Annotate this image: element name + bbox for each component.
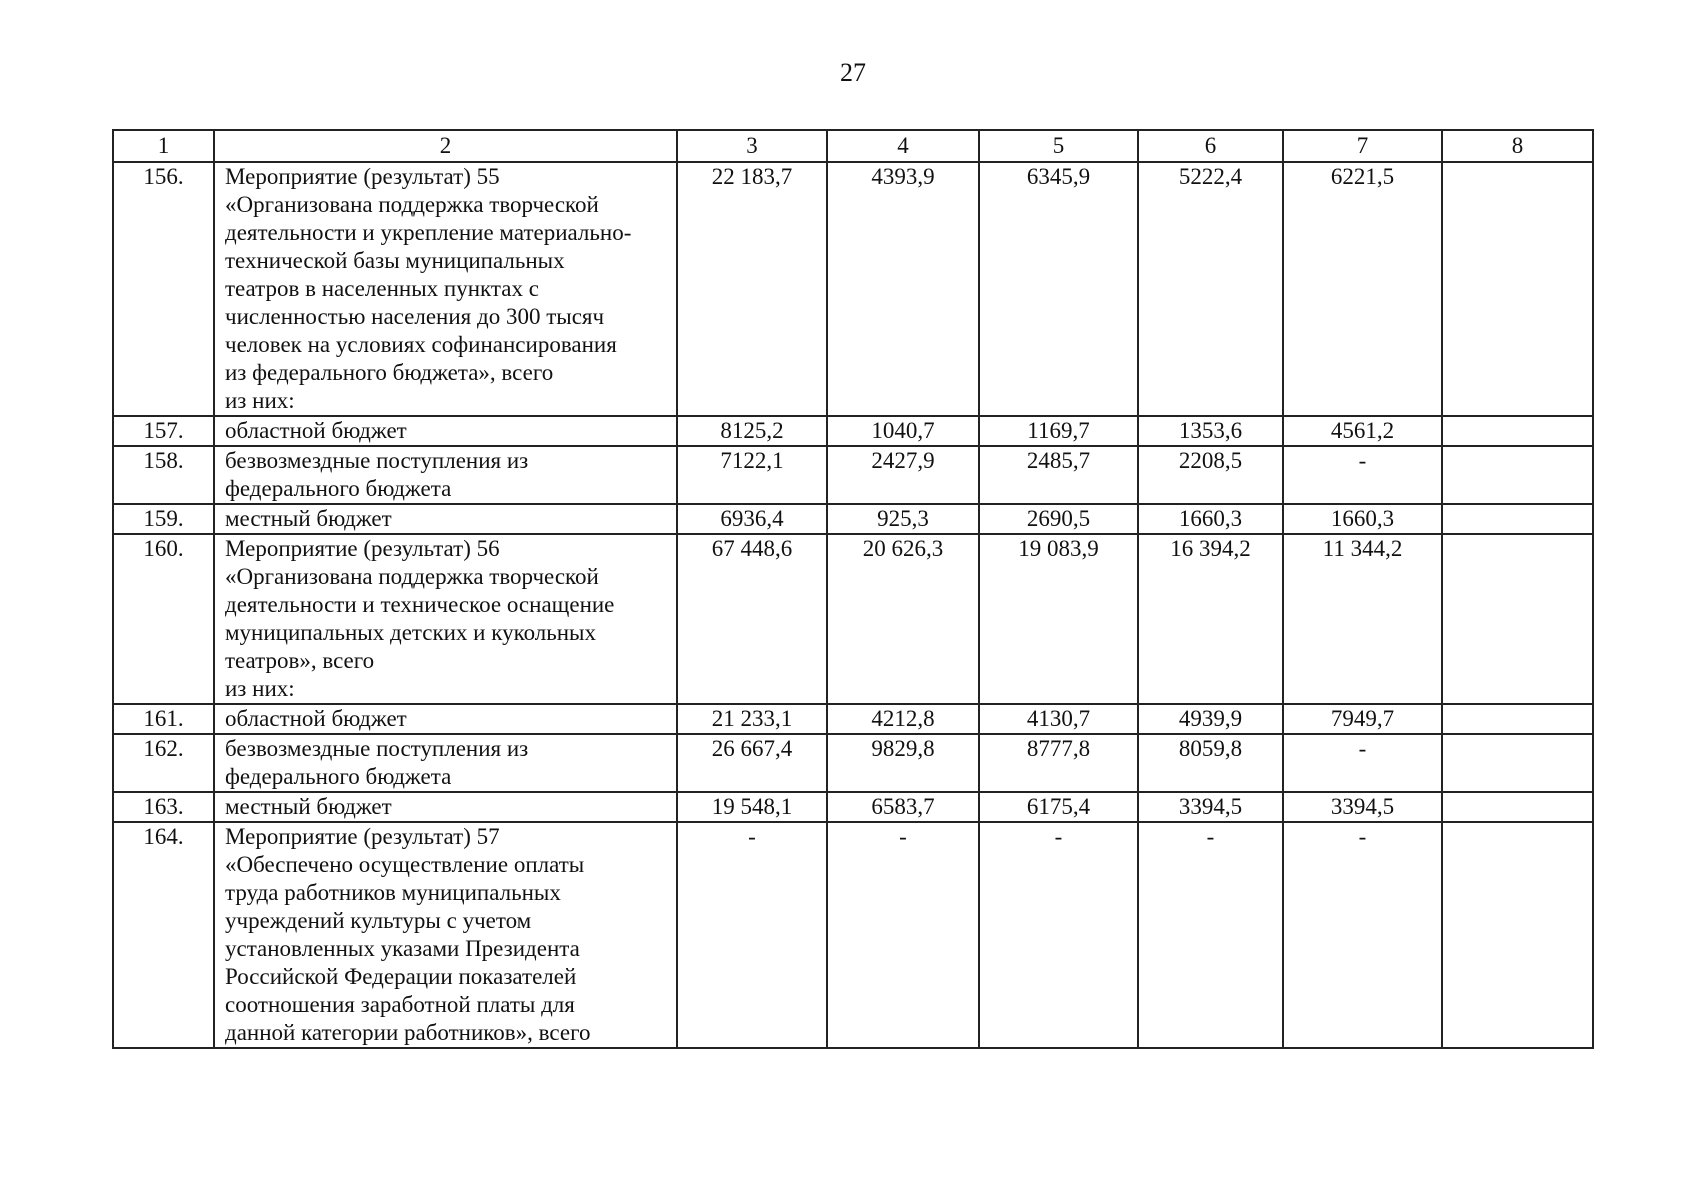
description-line: «Организована поддержка творческой — [225, 564, 599, 589]
value-cell-col-8 — [1442, 446, 1593, 504]
description-line: местный бюджет — [225, 506, 392, 531]
row-number: 159. — [113, 504, 214, 534]
row-description — [214, 734, 677, 792]
description-line: «Организована поддержка творческой — [225, 192, 599, 217]
value-cell-col-3: 67 448,6 — [677, 534, 827, 704]
description-line: труда работников муниципальных — [225, 880, 561, 905]
value-cell-col-5: - — [979, 822, 1138, 1048]
value-cell-col-6: 2208,5 — [1138, 446, 1283, 504]
value-cell-col-8 — [1442, 534, 1593, 704]
description-line: деятельности и укрепление материально- — [225, 220, 632, 245]
value-cell-col-7: 3394,5 — [1283, 792, 1442, 822]
description-line: данной категории работников», всего — [225, 1020, 591, 1045]
value-cell-col-3: 22 183,7 — [677, 162, 827, 416]
row-number: 156. — [113, 162, 214, 416]
description-line: областной бюджет — [225, 706, 407, 731]
column-header-row — [113, 130, 1593, 162]
row-description — [214, 534, 677, 704]
column-header: 2 — [214, 130, 677, 162]
table-row — [113, 792, 1593, 822]
row-description — [214, 446, 677, 504]
table-row — [113, 504, 1593, 534]
value-cell-col-5: 4130,7 — [979, 704, 1138, 734]
value-cell-col-3: 19 548,1 — [677, 792, 827, 822]
description-line: Мероприятие (результат) 55 — [225, 164, 500, 189]
row-number: 163. — [113, 792, 214, 822]
value-cell-col-3: 26 667,4 — [677, 734, 827, 792]
description-line: Мероприятие (результат) 56 — [225, 536, 500, 561]
value-cell-col-4: 925,3 — [827, 504, 979, 534]
value-cell-col-4: 2427,9 — [827, 446, 979, 504]
description-line: из федерального бюджета», всего — [225, 360, 554, 385]
row-description — [214, 162, 677, 416]
row-number: 160. — [113, 534, 214, 704]
value-cell-col-4: 1040,7 — [827, 416, 979, 446]
value-cell-col-6: 1353,6 — [1138, 416, 1283, 446]
description-line: безвозмездные поступления из — [225, 448, 529, 473]
budget-table — [112, 129, 1594, 1049]
value-cell-col-4: 6583,7 — [827, 792, 979, 822]
column-header: 5 — [979, 130, 1138, 162]
description-line: технической базы муниципальных — [225, 248, 565, 273]
value-cell-col-3: 21 233,1 — [677, 704, 827, 734]
value-cell-col-6: 16 394,2 — [1138, 534, 1283, 704]
row-number: 158. — [113, 446, 214, 504]
value-cell-col-5: 2690,5 — [979, 504, 1138, 534]
row-description — [214, 504, 677, 534]
value-cell-col-8 — [1442, 162, 1593, 416]
description-line: театров в населенных пунктах с — [225, 276, 539, 301]
value-cell-col-4: - — [827, 822, 979, 1048]
value-cell-col-8 — [1442, 504, 1593, 534]
description-line: «Обеспечено осуществление оплаты — [225, 852, 585, 877]
column-header: 6 — [1138, 130, 1283, 162]
description-line: численностью населения до 300 тысяч — [225, 304, 605, 329]
value-cell-col-8 — [1442, 416, 1593, 446]
description-line: соотношения заработной платы для — [225, 992, 575, 1017]
description-line: Российской Федерации показателей — [225, 964, 577, 989]
value-cell-col-6: 1660,3 — [1138, 504, 1283, 534]
description-line: деятельности и техническое оснащение — [225, 592, 615, 617]
column-header: 8 — [1442, 130, 1593, 162]
description-line: муниципальных детских и кукольных — [225, 620, 597, 645]
value-cell-col-5: 6175,4 — [979, 792, 1138, 822]
value-cell-col-7: - — [1283, 822, 1442, 1048]
value-cell-col-7: 11 344,2 — [1283, 534, 1442, 704]
row-description — [214, 822, 677, 1048]
value-cell-col-7: 6221,5 — [1283, 162, 1442, 416]
value-cell-col-5: 2485,7 — [979, 446, 1138, 504]
table-body — [113, 162, 1593, 1048]
value-cell-col-6: 3394,5 — [1138, 792, 1283, 822]
value-cell-col-3: 6936,4 — [677, 504, 827, 534]
description-line: установленных указами Президента — [225, 936, 580, 961]
row-description — [214, 704, 677, 734]
value-cell-col-3: 7122,1 — [677, 446, 827, 504]
value-cell-col-3: 8125,2 — [677, 416, 827, 446]
column-header: 4 — [827, 130, 979, 162]
value-cell-col-7: - — [1283, 734, 1442, 792]
value-cell-col-4: 20 626,3 — [827, 534, 979, 704]
row-description — [214, 416, 677, 446]
description-line: федерального бюджета — [225, 476, 452, 501]
table-row — [113, 734, 1593, 792]
value-cell-col-5: 8777,8 — [979, 734, 1138, 792]
value-cell-col-7: 7949,7 — [1283, 704, 1442, 734]
row-number: 162. — [113, 734, 214, 792]
value-cell-col-7: 4561,2 — [1283, 416, 1442, 446]
column-header: 3 — [677, 130, 827, 162]
value-cell-col-5: 1169,7 — [979, 416, 1138, 446]
value-cell-col-6: 4939,9 — [1138, 704, 1283, 734]
description-line: из них: — [225, 676, 295, 701]
value-cell-col-5: 6345,9 — [979, 162, 1138, 416]
table-row — [113, 704, 1593, 734]
description-line: областной бюджет — [225, 418, 407, 443]
value-cell-col-8 — [1442, 792, 1593, 822]
value-cell-col-6: 5222,4 — [1138, 162, 1283, 416]
description-line: театров», всего — [225, 648, 375, 673]
row-number: 157. — [113, 416, 214, 446]
value-cell-col-4: 4212,8 — [827, 704, 979, 734]
table-row — [113, 822, 1593, 1048]
description-line: федерального бюджета — [225, 764, 452, 789]
row-number: 164. — [113, 822, 214, 1048]
value-cell-col-7: - — [1283, 446, 1442, 504]
row-description — [214, 792, 677, 822]
description-line: человек на условиях софинансирования — [225, 332, 617, 357]
value-cell-col-7: 1660,3 — [1283, 504, 1442, 534]
value-cell-col-6: 8059,8 — [1138, 734, 1283, 792]
value-cell-col-5: 19 083,9 — [979, 534, 1138, 704]
value-cell-col-8 — [1442, 822, 1593, 1048]
value-cell-col-8 — [1442, 704, 1593, 734]
value-cell-col-6: - — [1138, 822, 1283, 1048]
table-row — [113, 534, 1593, 704]
description-line: безвозмездные поступления из — [225, 736, 529, 761]
page-number: 27 — [840, 58, 866, 87]
value-cell-col-3: - — [677, 822, 827, 1048]
value-cell-col-8 — [1442, 734, 1593, 792]
description-line: учреждений культуры с учетом — [225, 908, 532, 933]
column-header: 7 — [1283, 130, 1442, 162]
table-row — [113, 416, 1593, 446]
table-row — [113, 162, 1593, 416]
description-line: местный бюджет — [225, 794, 392, 819]
value-cell-col-4: 9829,8 — [827, 734, 979, 792]
value-cell-col-4: 4393,9 — [827, 162, 979, 416]
column-header: 1 — [113, 130, 214, 162]
description-line: Мероприятие (результат) 57 — [225, 824, 500, 849]
table-row — [113, 446, 1593, 504]
description-line: из них: — [225, 388, 295, 413]
row-number: 161. — [113, 704, 214, 734]
